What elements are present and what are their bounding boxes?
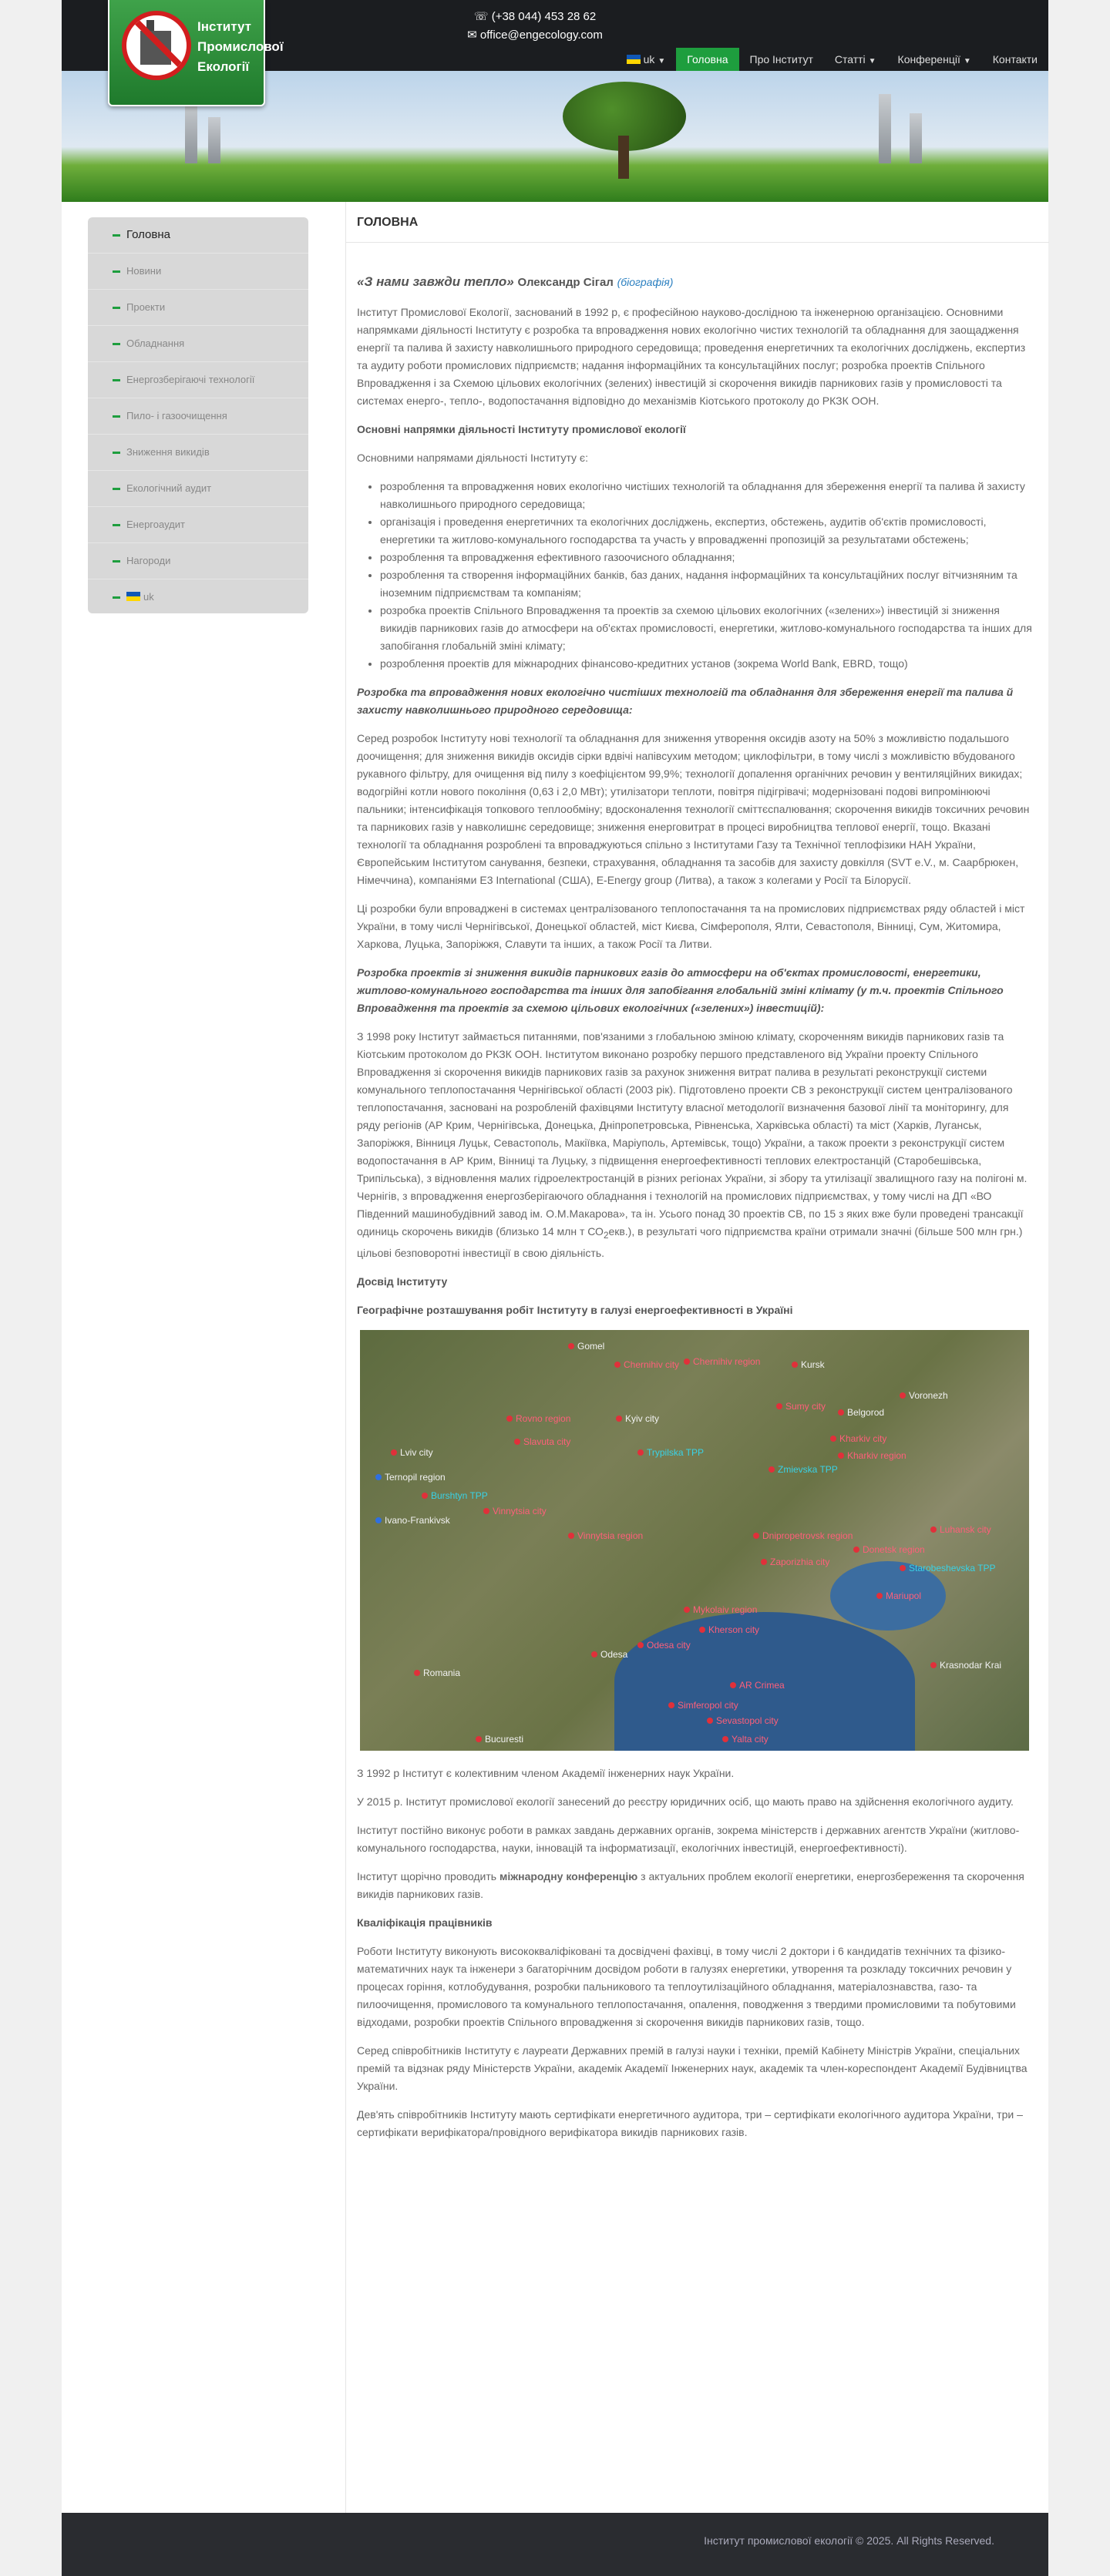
ukraine-flag-icon xyxy=(126,592,140,601)
implementation-paragraph: Ці розробки були впроваджені в системах централізованого теплопостачання та на промислових підприємствах ряду областей і міст України, в тому числі Чернігівської, Донецької областей, міст Києва, Сімферополя, Ялти, Севастополя, Вінниці, Сум, Житомира, Харкова, Луцька, Запоріжжя, Славути та інших, а також Росії та Литви. xyxy=(357,902,1025,950)
qualification-heading: Кваліфікація працівників xyxy=(357,1916,493,1929)
map-marker: Dnipropetrovsk region xyxy=(753,1527,853,1545)
envelope-icon: ✉ xyxy=(467,29,477,42)
map-marker: Rovno region xyxy=(506,1410,570,1428)
caret-down-icon: ▼ xyxy=(868,57,876,65)
nav-contacts[interactable]: Контакти xyxy=(992,53,1038,65)
motto-quote: «З нами завжди тепло» xyxy=(357,274,514,289)
sidebar-item-ecological-audit[interactable]: Екологічний аудит xyxy=(88,471,308,507)
list-item: • розроблення та впровадження ефективного газоочисного обладнання; xyxy=(380,549,1032,566)
no-factory-icon xyxy=(122,11,191,80)
map-marker: Odesa xyxy=(591,1646,627,1664)
list-item: • розробка проектів Спільного Впровадження та проектів за схемою цільових екологічних («зелених») інвестицій зі зниження викидів парникових газів до атмосфери на об'єктах промисловості, енергетики, житлово-комунального господарства та інших для запобігання глобальній зміні клімату; xyxy=(380,602,1032,655)
list-item: • розроблення проектів для міжнародних фінансово-кредитних установ (зокрема World Bank, EBRD, тощо) xyxy=(380,655,1032,673)
map-marker: Ternopil region xyxy=(375,1469,446,1486)
sidebar-item-awards[interactable]: Нагороди xyxy=(88,543,308,579)
directions-list xyxy=(357,478,1032,673)
geography-heading: Географічне розташування робіт Інституту в галузі енергоефективності в Україні xyxy=(357,1303,793,1316)
conference-link[interactable]: міжнародну конференцію xyxy=(499,1869,638,1882)
email-contact[interactable] xyxy=(435,26,635,45)
map-marker: Vinnytsia region xyxy=(568,1527,643,1545)
laureates-paragraph: Серед співробітників Інституту є лауреати Державних премій в галузі науки і техніки, премій Кабінету Міністрів України, спеціальних премій та відзнак ряду Міністерств України, академік Академії Інженерних наук, академік та член-кореспондент Академії Будівництва України. xyxy=(357,2044,1028,2092)
nav-conferences[interactable]: Конференції ▼ xyxy=(897,53,971,65)
directions-heading: Основні напрямки діяльності Інституту промислової екології xyxy=(357,423,686,435)
nav-articles[interactable]: Статті ▼ xyxy=(834,53,876,65)
sidebar-item-language[interactable]: uk xyxy=(88,579,308,615)
ghg-paragraph: З 1998 року Інститут займається питаннями, пов'язаними з глобальною зміною клімату, скороченням викидів парникових газів та Кіотським протоколом до РКЗК ООН. Інститутом виконано розробку першого представленого від України проекту Спільного Впровадження зі скорочення викидів парникових газів за рахунок зниження витрат палива в результаті реконструкції системи комунального теплопостачання Чернігівської області (2003 рік). Підготовлено проекти СВ з реконструкції систем централізованого теплопостачання, засновані на розробленій фахівцями Інституту власної методології визначення базової лінії та моніторингу, для ряду регіонів (АР Крим, Чернігівська, Донецька, Дніпропетровська, Рівненська, Харківська області) та міст (Харків, Луганськ, Запоріжжя, Вінниця Луцьк, Севастополь, Макіївка, Маріуполь, Артемівськ, тощо) України, а також проекти з реконструкції систем водопостачання в АР Крим, Вінниці та Луцьку, з підвищення енергоефективності теплових електростанцій (Старобешівська, Трипільська), з відновлення малих гідроелектростанцій в різних регіонах України, зі збору та утилізації звалищного газу на полігоні м. Чернігів, з впровадження енергозберігаючого обладнання і технологій на промислових підприємствах, у тому числі на ДП «ВО Південний машинобудівний завод ім. О.М.Макарова», та ін. Усього понад 30 проектів СВ, по 15 з яких вже були проведені трансакції одиниць скорочень викидів (близько 14 млн т $СО_2екв$.), в результаті чого підприємства країни отримали значні (більше 500 млн грн.) цільові безповоротні інвестиції в свою діяльність. xyxy=(357,1030,1028,1259)
sidebar-item-equipment[interactable]: Обладнання xyxy=(88,326,308,362)
header-contacts xyxy=(435,8,635,45)
logo-line-2: Промислової xyxy=(197,39,284,54)
sidebar-item-emission-reduction[interactable]: Зниження викидів xyxy=(88,435,308,471)
phone-text: (+38 044) 453 28 62 xyxy=(491,10,597,23)
map-marker: Gomel xyxy=(568,1338,604,1355)
map-marker: Starobeshevska TPP xyxy=(900,1560,996,1577)
ukraine-flag-icon xyxy=(627,55,641,64)
caret-down-icon: ▼ xyxy=(963,57,971,65)
phone-contact[interactable] xyxy=(435,8,635,26)
footer xyxy=(62,2513,1048,2576)
map-marker: Lviv city xyxy=(391,1444,433,1462)
ghg-heading: Розробка проектів зі зниження викидів парникових газів до атмосфери на об'єктах промисловості, енергетики, житлово-комунального господарства та інших для запобігання глобальній зміні клімату (у т.ч. проектів Спільного Впровадження та проектів за схемою цільових екологічних («зелених») інвестицій): xyxy=(357,966,1004,1014)
motto-author: Олександр Сігал xyxy=(517,276,614,289)
email-text: office@engecology.com xyxy=(479,29,603,42)
map-marker: Ivano-Frankivsk xyxy=(375,1512,450,1530)
map-marker: Luhansk city xyxy=(930,1521,991,1539)
map-marker: Vinnytsia city xyxy=(483,1503,547,1520)
register-paragraph: У 2015 р. Інститут промислової екології занесений до реєстру юридичних осіб, що мають право на здійснення екологічного аудиту. xyxy=(357,1795,1014,1808)
map-marker: Kursk xyxy=(792,1356,825,1374)
sidebar xyxy=(88,217,308,613)
phone-icon: ☏ xyxy=(473,10,489,23)
map-marker: Trypilska TPP xyxy=(637,1444,704,1462)
sidebar-item-home[interactable]: Головна xyxy=(88,217,308,254)
site-logo[interactable] xyxy=(108,0,284,106)
experience-heading: Досвід Інституту xyxy=(357,1275,448,1288)
map-marker: Belgorod xyxy=(838,1404,884,1422)
page-title: ГОЛОВНА xyxy=(357,216,419,229)
list-item: • розроблення та створення інформаційних банків, баз даних, надання інформаційних та консультаційних послуг вітчизняним та іноземним підприємствам та компаніям; xyxy=(380,566,1032,602)
nav-about[interactable]: Про Інститут xyxy=(749,53,813,65)
map-marker: Simferopol city xyxy=(668,1697,738,1715)
directions-intro: Основними напрямами діяльності Інституту є: xyxy=(357,452,588,464)
logo-line-3: Екології xyxy=(197,59,250,74)
sidebar-item-energy-saving[interactable]: Енергозберігаючі технології xyxy=(88,362,308,398)
map-marker: Kharkiv city xyxy=(830,1430,886,1448)
map-marker: Chernihiv city xyxy=(614,1356,679,1374)
state-work-paragraph: Інститут постійно виконує роботи в рамках завдань державних органів, зокрема міністерств і державних агентств України (житлово-комунального господарства, науки, інновацій та інформатизації, екологічних інвестицій, енергоефективності). xyxy=(357,1823,1020,1854)
sidebar-item-news[interactable]: Новини xyxy=(88,254,308,290)
qualification-paragraph: Роботи Інституту виконують висококваліфіковані та досвідчені фахівці, в тому числі 2 доктори і 6 кандидатів технічних та фізико-математичних наук та інженери з багаторічним досвідом роботи в галузях енергетики, утворення та розкладу токсичних речовин у процесах горіння, котлобудування, розробки пальникового та теплоутилізаційного обладнання, матеріалознавства, газо- та пилоочищення, промислового та комунального теплопостачання, опалення, поводження з твердими промисловими та побутовими відходами, розробки проектів Спільного впровадження зі скорочення викидів парникових газів, тощо. xyxy=(357,1944,1016,2028)
map-marker: Krasnodar Krai xyxy=(930,1657,1001,1674)
certificates-paragraph: Дев'ять співробітників Інституту мають сертифікати енергетичного аудитора, три – сертифікати екологічного аудитора України, три – сертифікати верифікатора/провідного верифікатора викидів парникових газів. xyxy=(357,2107,1023,2138)
article-body xyxy=(357,273,1032,2152)
map-marker: Bucuresti xyxy=(476,1731,523,1748)
divider xyxy=(346,242,1049,243)
conference-paragraph: Інститут щорічно проводить міжнародну конференцію з актуальних проблем екології енергетики, енергозбереження та скорочення викидів парникових газів. xyxy=(357,1869,1024,1900)
map-marker: Voronezh xyxy=(900,1387,948,1405)
top-bar xyxy=(62,0,1048,74)
biography-link[interactable]: (біографія) xyxy=(617,276,674,288)
technologies-heading: Розробка та впровадження нових екологічно чистіших технологій та обладнання для збереження енергії та палива й захисту навколишнього природного середовища: xyxy=(357,686,1014,716)
map-marker: Kyiv city xyxy=(616,1410,659,1428)
sidebar-item-dust-gas-cleaning[interactable]: Пило- і газоочищення xyxy=(88,398,308,435)
technologies-paragraph: Серед розробок Інституту нові технології та обладнання для зниження утворення оксидів азоту на 50% з можливістю подальшого доочищення; для зниження викидів оксидів сірки вдвічі напівсухим методом; циклофільтри, в тому числі з можливістю вбудованого рукавного фільтру, для очищення від пилу з коефіцієнтом 99,9%; технології допалення органічних речовин у вентиляційних викидах; водогрійні котли нового покоління (0,63 і 2,0 МВт); утилізатори теплоти, повітря підігрівачі; модернізовані подові випромінюючі пальники; інтенсифікація топкового теплообміну; вдосконалення технології сміттєспалювання; скорочення викидів токсичних речовин та парникових газів у навколишнє середовище; зниження енерговитрат в процесі виробництва теплової енергії, тощо. Вказані технології та обладнання розроблені та впроваджуються спільно з Інститутами Газу та Технічної теплофізики НАН України, Європейським Інститутом санування, безпеки, страхування, обладнання та засобів для захисту довкілля (SVT e.V., м. Саарбрюкен, Німеччина), компаніями E3 International (США), E-Energy group (Литва), а також з колегами у Росії та Білорусії. xyxy=(357,732,1030,886)
list-item: • розроблення та впровадження нових екологічно чистіших технологій та обладнання для збереження енергії та палива й захисту навколишнього природного середовища; xyxy=(380,478,1032,513)
main-content xyxy=(345,202,1049,2513)
map-marker: Chernihiv region xyxy=(684,1353,760,1371)
map-marker: Odesa city xyxy=(637,1637,691,1654)
map-marker: AR Crimea xyxy=(730,1677,785,1694)
map-marker: Sevastopol city xyxy=(707,1712,779,1730)
logo-text xyxy=(197,17,284,77)
intro-paragraph: Інститут Промислової Екології, заснований в 1992 р, є професійною науково-дослідною та інженерною організацією. Основними напрямками діяльності Інституту є розробка та впровадження нових екологічно чистих технологій та обладнання для заощадження енергії та палива й захисту навколишнього природного середовища; проведення енергетичних та екологічних досліджень, експертиз та аудиту роботи промислових підприємств; надання інформаційних та консультаційних послуг; розробка проектів Спільного Впровадження і за Схемою цільових екологічних (зелених) інвестицій зі скорочення викидів парникових газів у промисловості та системах енерго-, тепло-, водопостачання відповідно до механізмів Кіотського протоколу до РКЗК ООН. xyxy=(357,306,1026,407)
map-marker: Kharkiv region xyxy=(838,1447,906,1465)
map-marker: Slavuta city xyxy=(514,1433,570,1451)
list-item: • організація і проведення енергетичних та екологічних досліджень, експертиз, обстежень, аудитів об'єктів промисловості, енергетики та житлово-комунального господарства та участь у впровадженні пропозицій за результатами обстежень; xyxy=(380,513,1032,549)
map-marker: Mariupol xyxy=(876,1587,921,1605)
map-marker: Kherson city xyxy=(699,1621,759,1639)
nav-language[interactable]: uk ▼ xyxy=(616,48,677,71)
map-marker: Burshtyn TPP xyxy=(422,1487,488,1505)
motto xyxy=(357,273,1032,291)
membership-paragraph: З 1992 р Інститут є колективним членом Академії інженерних наук України. xyxy=(357,1766,735,1779)
ukraine-projects-map xyxy=(360,1330,1029,1751)
copyright-text: Інститут промислової екології © 2025. All Rights Reserved. xyxy=(704,2534,994,2547)
caret-down-icon: ▼ xyxy=(658,57,666,65)
map-marker: Sumy city xyxy=(776,1398,826,1416)
nav-home[interactable]: Головна xyxy=(676,48,738,71)
main-nav xyxy=(616,48,1048,71)
sidebar-item-projects[interactable]: Проекти xyxy=(88,290,308,326)
sidebar-item-energy-audit[interactable]: Енергоаудит xyxy=(88,507,308,543)
map-marker: Donetsk region xyxy=(853,1541,925,1559)
logo-line-1: Інститут xyxy=(197,19,251,34)
map-marker: Romania xyxy=(414,1664,460,1682)
map-marker: Mykolaiv region xyxy=(684,1601,757,1619)
page xyxy=(62,0,1048,2576)
map-marker: Yalta city xyxy=(722,1731,769,1748)
map-marker: Zmievska TPP xyxy=(769,1461,838,1479)
map-marker: Zaporizhia city xyxy=(761,1553,829,1571)
